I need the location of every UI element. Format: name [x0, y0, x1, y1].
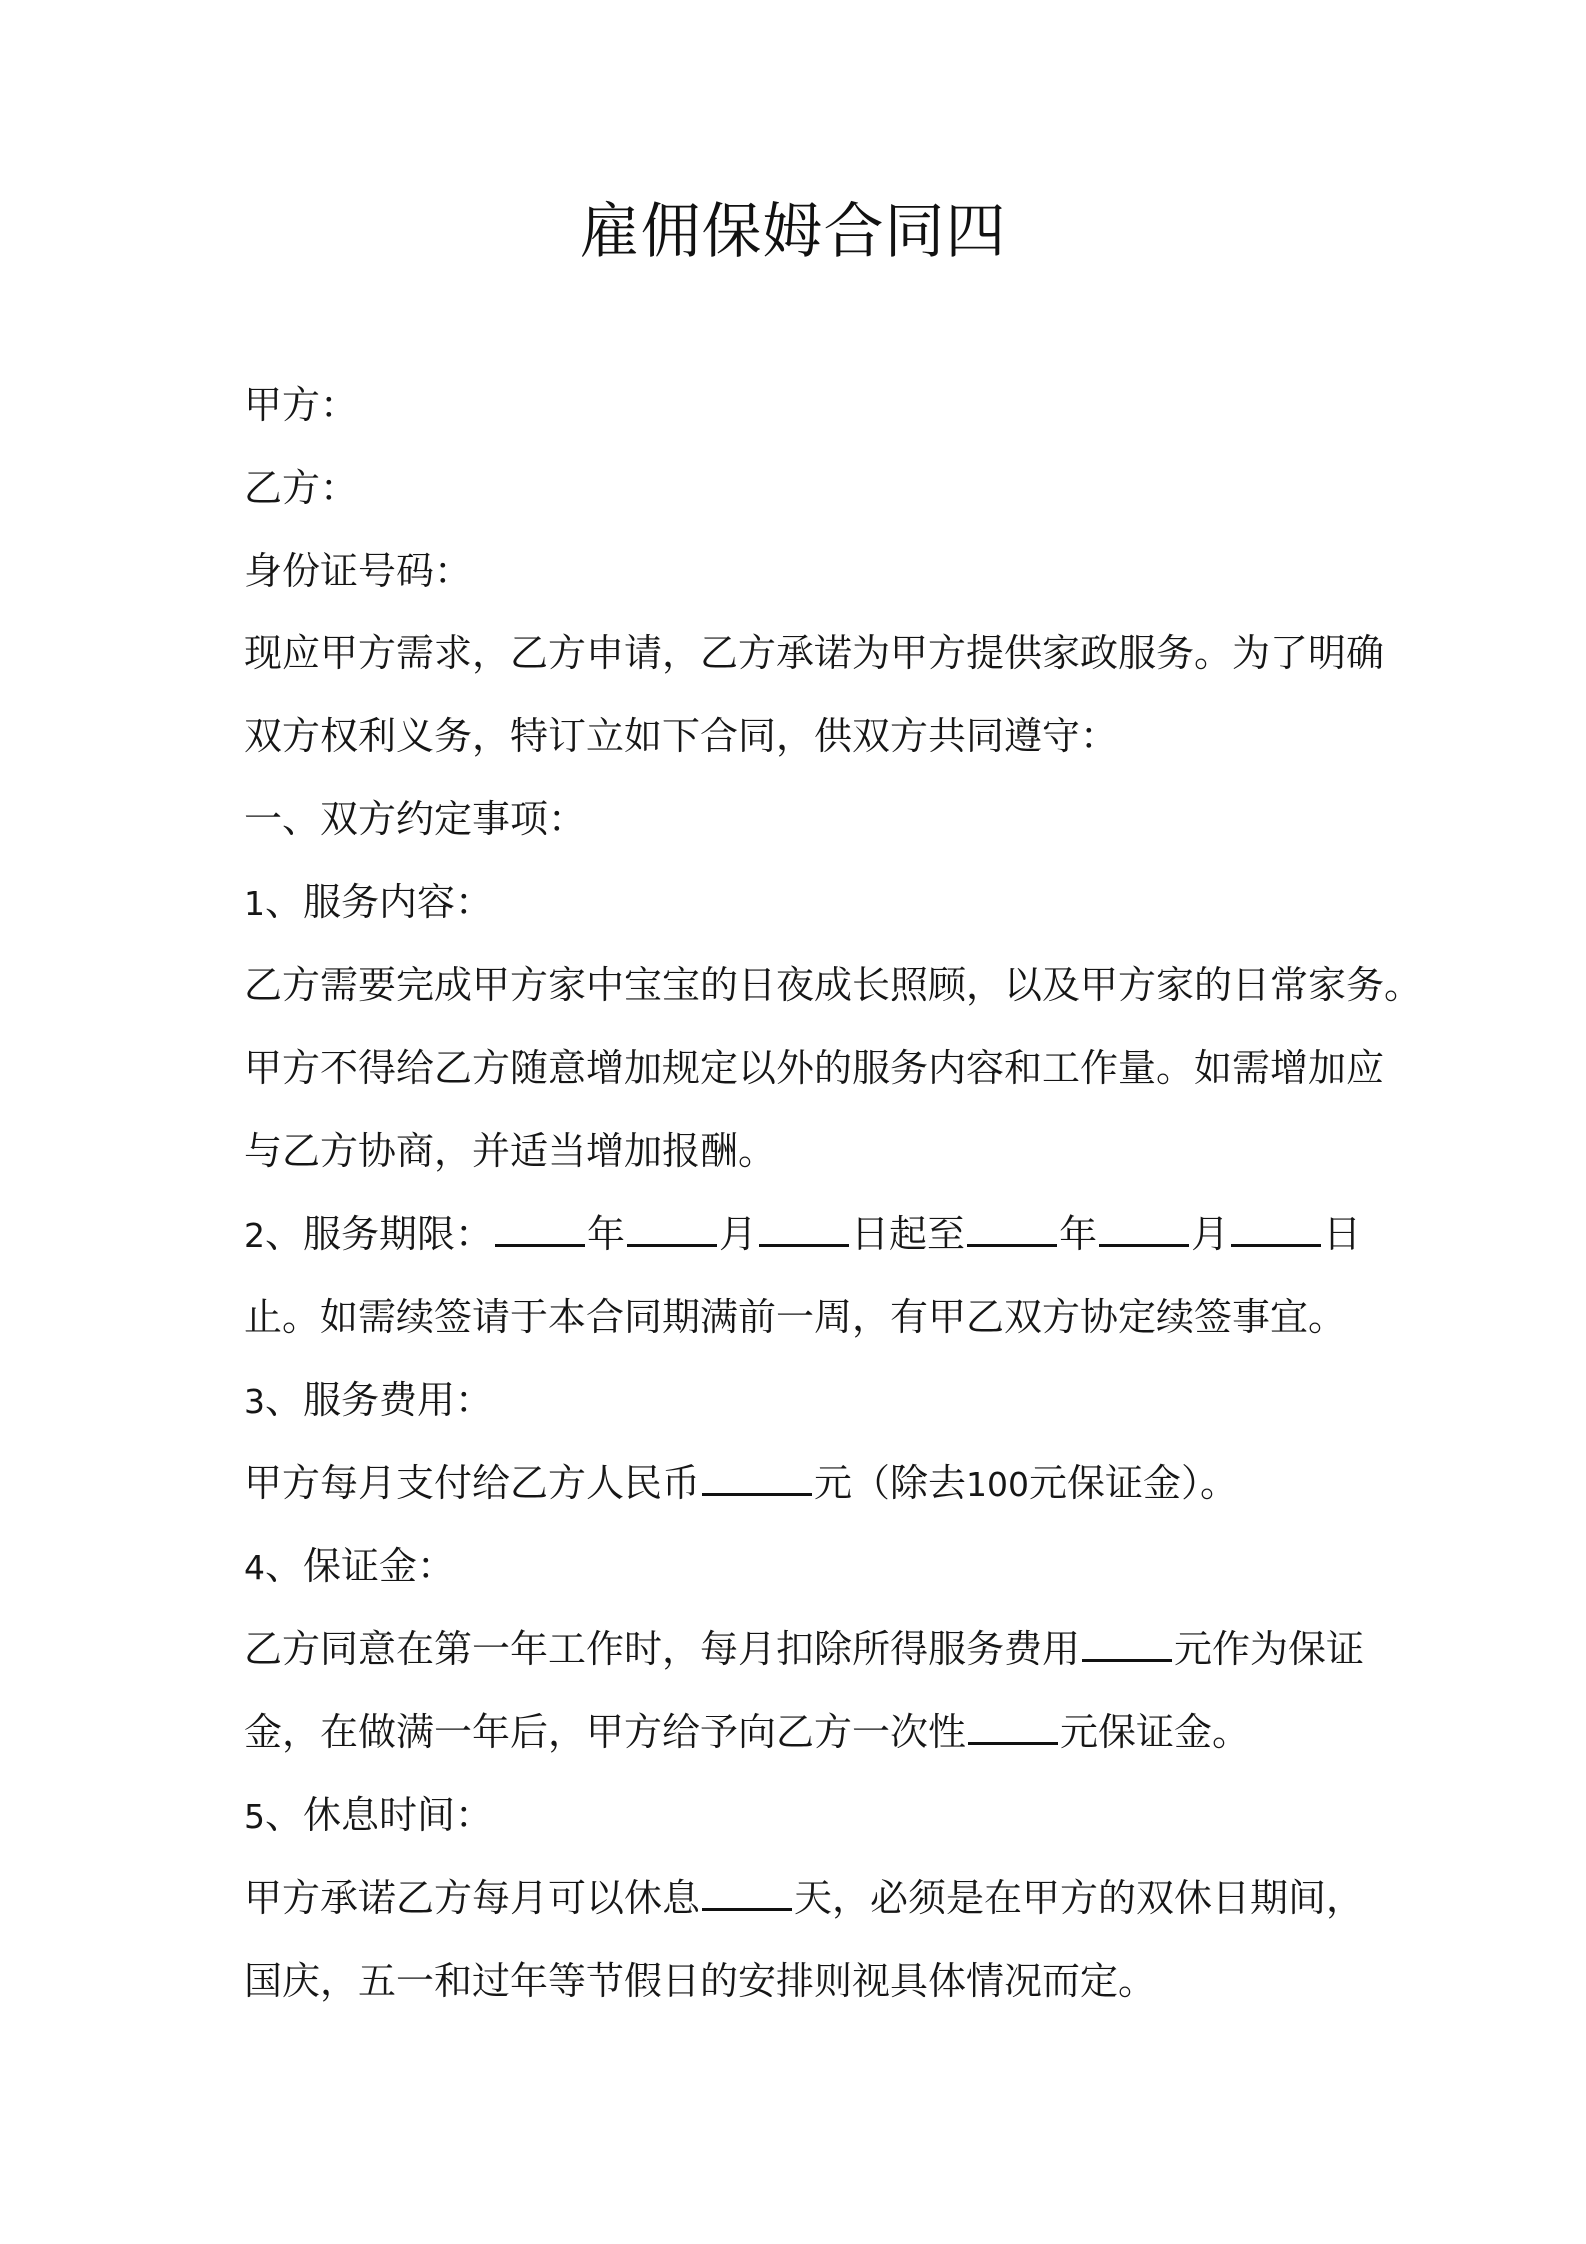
item-3-heading-text: 、服务费用： — [265, 1378, 494, 1422]
item-2-line-1 — [244, 1209, 1361, 1261]
item-4-heading — [244, 1541, 455, 1593]
end-year-blank[interactable] — [967, 1210, 1057, 1247]
item-1-line-1: 乙方需要完成甲方家中宝宝的日夜成长照顾，以及甲方家的日常家务。 — [244, 963, 1423, 1007]
item-1-number: 1 — [244, 884, 265, 923]
party-a-label: 甲方： — [244, 383, 359, 427]
item-5-number: 5 — [244, 1797, 265, 1836]
item-2-number: 2 — [244, 1216, 265, 1255]
item-4-line-2 — [244, 1707, 1250, 1757]
end-year-label: 年 — [1059, 1212, 1098, 1256]
start-year-blank[interactable] — [495, 1210, 585, 1247]
item-1-heading — [244, 877, 493, 929]
id-number-label: 身份证号码： — [244, 549, 473, 593]
end-day-blank[interactable] — [1231, 1210, 1321, 1247]
deposit-refund-blank[interactable] — [968, 1708, 1058, 1745]
start-day-label: 日起至 — [851, 1212, 966, 1256]
monthly-fee-blank[interactable] — [702, 1459, 812, 1496]
item-5-heading-text: 、休息时间： — [265, 1793, 494, 1837]
rest-days-blank[interactable] — [702, 1874, 792, 1911]
item-2-line-2: 止。如需续签请于本合同期满前一周，有甲乙双方协定续签事宜。 — [244, 1295, 1347, 1339]
document-title: 雇佣保姆合同四 — [579, 197, 1007, 267]
item-1-line-2: 甲方不得给乙方随意增加规定以外的服务内容和工作量。如需增加应 — [244, 1046, 1385, 1090]
item-2-heading-text: 、服务期限： — [265, 1212, 494, 1256]
item-5-line-2: 国庆，五一和过年等节假日的安排则视具体情况而定。 — [244, 1959, 1157, 2003]
item-4-line-1-post: 元作为保证 — [1174, 1627, 1365, 1671]
item-5-line-1-pre: 甲方承诺乙方每月可以休息 — [244, 1876, 701, 1920]
section-1-heading: 一、双方约定事项： — [244, 797, 587, 841]
deposit-amount: 100 — [966, 1465, 1030, 1504]
end-month-blank[interactable] — [1099, 1210, 1189, 1247]
start-day-blank[interactable] — [759, 1210, 849, 1247]
intro-line-1: 现应甲方需求，乙方申请，乙方承诺为甲方提供家政服务。为了明确 — [244, 631, 1385, 675]
item-4-heading-text: 、保证金： — [265, 1544, 456, 1588]
item-3-text-unit: 元（除去 — [814, 1461, 967, 1505]
start-month-blank[interactable] — [627, 1210, 717, 1247]
item-3-text-post: 元保证金）。 — [1029, 1461, 1239, 1505]
item-3-heading — [244, 1375, 493, 1427]
monthly-deduction-blank[interactable] — [1082, 1625, 1172, 1662]
end-day-label: 日 — [1323, 1212, 1362, 1256]
item-5-heading — [244, 1790, 493, 1842]
item-4-number: 4 — [244, 1548, 265, 1587]
item-4-line-1-pre: 乙方同意在第一年工作时，每月扣除所得服务费用 — [244, 1627, 1081, 1671]
item-4-line-1 — [244, 1624, 1364, 1674]
item-4-line-2-pre: 金，在做满一年后，甲方给予向乙方一次性 — [244, 1710, 967, 1754]
item-3-number: 3 — [244, 1382, 265, 1421]
item-5-line-1-post: 天，必须是在甲方的双休日期间， — [794, 1876, 1365, 1920]
start-month-label: 月 — [719, 1212, 758, 1256]
item-1-heading-text: 、服务内容： — [265, 880, 494, 924]
end-month-label: 月 — [1191, 1212, 1230, 1256]
item-3-text-pre: 甲方每月支付给乙方人民币 — [244, 1461, 701, 1505]
party-b-label: 乙方： — [244, 466, 359, 510]
item-5-line-1 — [244, 1873, 1364, 1923]
item-3-line-1 — [244, 1458, 1238, 1510]
item-1-line-3: 与乙方协商，并适当增加报酬。 — [244, 1129, 777, 1173]
item-4-line-2-post: 元保证金。 — [1060, 1710, 1251, 1754]
intro-line-2: 双方权利义务，特订立如下合同，供双方共同遵守： — [244, 714, 1119, 758]
start-year-label: 年 — [587, 1212, 626, 1256]
